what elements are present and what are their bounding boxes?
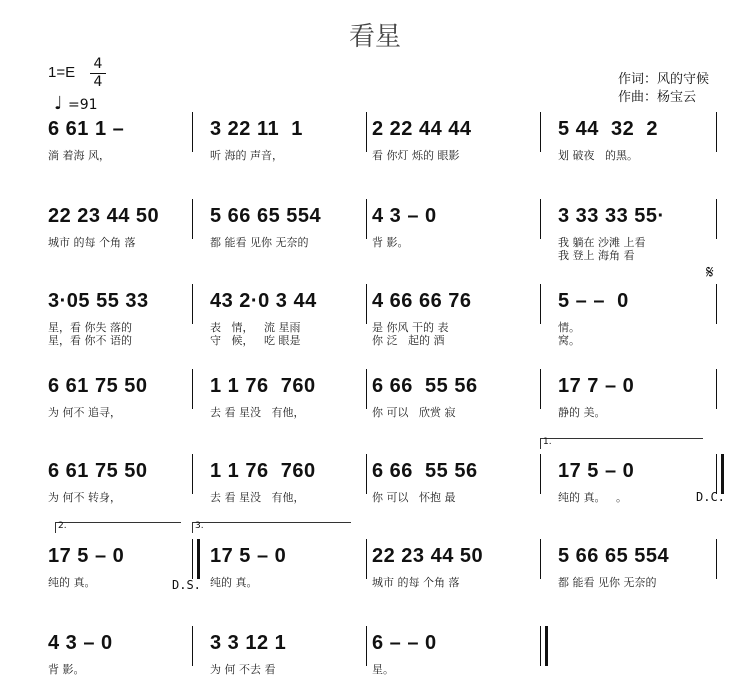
measure-notes: 5 66 65 554 xyxy=(558,545,670,567)
dal-segno-mark: D.S. xyxy=(172,578,201,592)
barline xyxy=(540,539,541,579)
lyric-line-2: 我 登上 海角 看 xyxy=(558,249,635,262)
barline xyxy=(192,369,193,409)
volta-bracket xyxy=(55,522,181,533)
measure-notes: 4 3 – 0 xyxy=(372,205,437,227)
measure-notes: 6 61 75 50 xyxy=(48,460,148,482)
measure-notes: 3·05 55 33 xyxy=(48,290,149,312)
lyric-line: 城市 的每 个角 落 xyxy=(48,236,136,249)
lyric-line: 城市 的每 个角 落 xyxy=(372,576,460,589)
time-signature xyxy=(90,56,106,91)
page-title: 看星 xyxy=(348,22,401,52)
measure-notes: 17 5 – 0 xyxy=(210,545,287,567)
measure-notes: 2 22 44 44 xyxy=(372,118,472,140)
lyric-line-2: 窝。 xyxy=(558,334,580,347)
measure-notes: 17 5 – 0 xyxy=(48,545,125,567)
measure-notes: 22 23 44 50 xyxy=(372,545,484,567)
measure-notes: 6 66 55 56 xyxy=(372,460,478,482)
barline xyxy=(192,284,193,324)
tempo-marking: =91 xyxy=(68,97,98,113)
lyric-line: 看 你灯 烁的 眼影 xyxy=(372,149,460,162)
barline xyxy=(540,199,541,239)
double-barline xyxy=(192,539,200,579)
lyric-line: 背 影。 xyxy=(48,663,85,676)
key-signature: 1=E xyxy=(48,64,76,81)
barline xyxy=(366,369,367,409)
measure-notes: 3 3 12 1 xyxy=(210,632,287,654)
lyric-line: 听 海的 声音， xyxy=(210,149,283,162)
volta-number: 3. xyxy=(195,521,204,531)
lyric-line: 淌 着海 风， xyxy=(48,149,110,162)
composer-credit: 作曲：杨宝云 xyxy=(618,90,697,105)
barline xyxy=(540,112,541,152)
lyric-line: 都 能看 见你 无奈的 xyxy=(558,576,657,589)
barline xyxy=(366,112,367,152)
measure-notes: 6 66 55 56 xyxy=(372,375,478,397)
lyric-line: 去 看 星没 有他， xyxy=(210,491,305,504)
lyric-line: 为 何不 追寻， xyxy=(48,406,121,419)
barline xyxy=(366,284,367,324)
measure-notes: 43 2·0 3 44 xyxy=(210,290,317,312)
lyric-line: 星。 xyxy=(372,663,394,676)
measure-notes: 6 61 75 50 xyxy=(48,375,148,397)
measure-notes: 3 33 33 55· xyxy=(558,205,665,227)
barline xyxy=(716,284,717,324)
barline xyxy=(540,369,541,409)
barline xyxy=(192,199,193,239)
barline xyxy=(366,539,367,579)
lyric-line: 静的 美。 xyxy=(558,406,606,419)
barline xyxy=(716,199,717,239)
measure-notes: 4 3 – 0 xyxy=(48,632,113,654)
segno-sign-icon: 𝄋 xyxy=(706,262,714,283)
double-barline xyxy=(540,626,548,666)
lyric-line: 星，看 你失 落的 xyxy=(48,321,132,334)
measure-notes: 4 66 66 76 xyxy=(372,290,472,312)
barline xyxy=(366,454,367,494)
barline xyxy=(716,112,717,152)
measure-notes: 6 61 1 – xyxy=(48,118,125,140)
measure-notes: 5 – – 0 xyxy=(558,290,629,312)
barline xyxy=(716,369,717,409)
lyric-line: 都 能看 见你 无奈的 xyxy=(210,236,309,249)
barline xyxy=(192,454,193,494)
lyric-line: 为 何不 转身， xyxy=(48,491,121,504)
lyricist-credit: 作词：风的守候 xyxy=(618,72,710,87)
lyric-line: 我 躺在 沙滩 上看 xyxy=(558,236,646,249)
volta-bracket xyxy=(540,438,703,449)
time-bottom: 4 xyxy=(93,74,103,90)
lyric-line: 你 可以 怀抱 最 xyxy=(372,491,456,504)
lyric-line: 你 可以 欣赏 寂 xyxy=(372,406,456,419)
lyric-line: 表 情， 流 星雨 xyxy=(210,321,301,334)
volta-number: 2. xyxy=(58,521,67,531)
lyric-line: 为 何 不去 看 xyxy=(210,663,276,676)
barline xyxy=(192,626,193,666)
barline xyxy=(366,199,367,239)
lyric-line: 情。 xyxy=(558,321,580,334)
barline xyxy=(366,626,367,666)
measure-notes: 6 – – 0 xyxy=(372,632,437,654)
measure-notes: 3 22 11 1 xyxy=(210,118,303,140)
lyric-line: 去 看 星没 有他， xyxy=(210,406,305,419)
lyric-line: 划 破夜 的黑。 xyxy=(558,149,638,162)
lyric-line: 纯的 真。 xyxy=(48,576,96,589)
lyric-line-2: 星，看 你不 语的 xyxy=(48,334,132,347)
barline xyxy=(192,112,193,152)
volta-number: 1. xyxy=(543,437,552,447)
lyric-line: 背 影。 xyxy=(372,236,409,249)
barline xyxy=(540,454,541,494)
da-capo-mark: D.C. xyxy=(696,490,725,504)
measure-notes: 5 44 32 2 xyxy=(558,118,659,140)
lyric-line: 是 你风 干的 表 xyxy=(372,321,449,334)
volta-bracket xyxy=(192,522,351,533)
barline xyxy=(540,284,541,324)
measure-notes: 1 1 76 760 xyxy=(210,375,316,397)
measure-notes: 22 23 44 50 xyxy=(48,205,160,227)
measure-notes: 1 1 76 760 xyxy=(210,460,316,482)
lyric-line: 纯的 真。 。 xyxy=(558,491,627,504)
measure-notes: 17 5 – 0 xyxy=(558,460,635,482)
lyric-line-2: 你 泛 起的 酒 xyxy=(372,334,445,347)
lyric-line: 纯的 真。 xyxy=(210,576,258,589)
measure-notes: 5 66 65 554 xyxy=(210,205,322,227)
time-top: 4 xyxy=(93,56,103,72)
barline xyxy=(716,539,717,579)
lyric-line-2: 守 候， 吃 眼是 xyxy=(210,334,301,347)
quarter-note-icon: ♩ xyxy=(54,93,63,114)
measure-notes: 17 7 – 0 xyxy=(558,375,635,397)
double-barline xyxy=(716,454,724,494)
